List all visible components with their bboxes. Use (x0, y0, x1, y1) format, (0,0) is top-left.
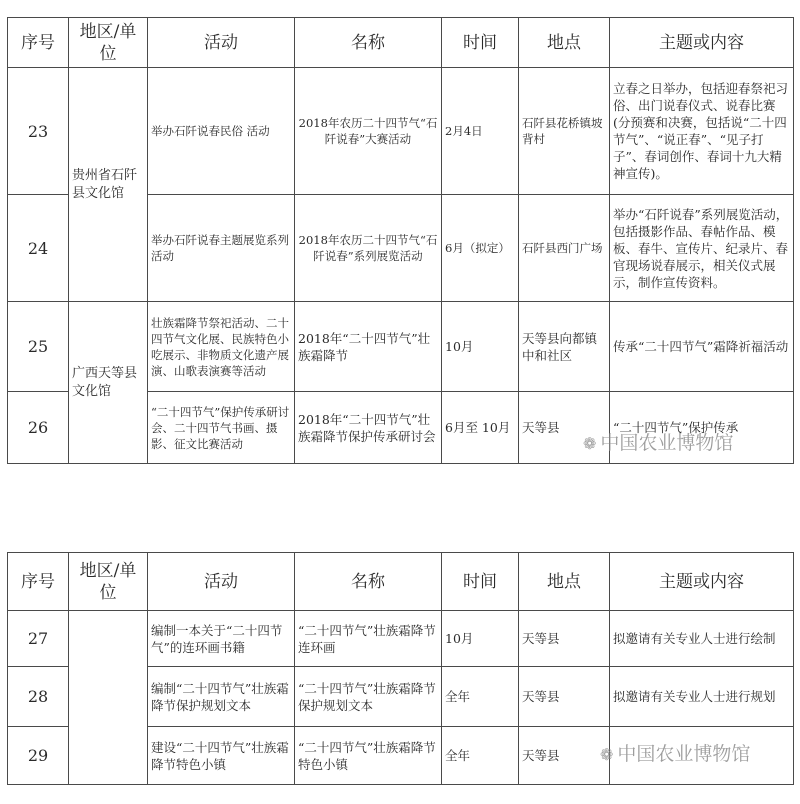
row-number: 24 (8, 195, 69, 302)
content-cell: 传承“二十四节气”霜降祈福活动 (610, 302, 794, 392)
content-cell: “二十四节气”保护传承 (610, 392, 794, 464)
name-cell: 2018年“二十四节气”壮族霜降节 (295, 302, 442, 392)
header-time: 时间 (442, 18, 519, 68)
content-cell: 拟邀请有关专业人士进行规划 (610, 667, 794, 727)
header-place: 地点 (519, 553, 610, 611)
content-cell: 拟邀请有关专业人士进行绘制 (610, 611, 794, 667)
time-cell: 全年 (442, 727, 519, 785)
time-cell: 全年 (442, 667, 519, 727)
content-cell: 举办“石阡说春”系列展览活动，包括摄影作品、春帖作品、模板、春牛、宣传片、纪录片、春官现场说春展示，相关仪式展示，制作宣传资料。 (610, 195, 794, 302)
header-name: 名称 (295, 553, 442, 611)
time-cell: 10月 (442, 302, 519, 392)
wechat-icon: ❁ (600, 745, 614, 764)
time-cell: 2月4日 (442, 68, 519, 195)
header-name: 名称 (295, 18, 442, 68)
time-cell: 6月（拟定） (442, 195, 519, 302)
header-time: 时间 (442, 553, 519, 611)
row-number: 29 (8, 727, 69, 785)
header-content: 主题或内容 (610, 18, 794, 68)
place-cell: 天等县 (519, 392, 610, 464)
place-cell: 天等县 (519, 667, 610, 727)
watermark-text: 中国农业博物馆 (617, 743, 751, 765)
name-cell: “二十四节气”壮族霜降节特色小镇 (295, 727, 442, 785)
activity-cell: 壮族霜降节祭祀活动、二十四节气文化展、民族特色小吃展示、非物质文化遗产展演、山歌表演赛等活动 (148, 302, 295, 392)
content-cell: 立春之日举办，包括迎春祭祀习俗、出门说春仪式、说春比赛(分预赛和决赛，包括说“二十四节气”、“说正春”、“见子打子”、春词创作、春词十九大精神宣传)。 (610, 68, 794, 195)
table-header-row (8, 553, 794, 611)
region-cell (69, 611, 148, 785)
name-cell: 2018年农历二十四节气“石阡说春”系列展览活动 (295, 195, 442, 302)
place-cell: 石阡县西门广场 (519, 195, 610, 302)
activity-cell: 举办石阡说春主题展览系列活动 (148, 195, 295, 302)
activity-cell: 编制一本关于“二十四节气”的连环画书籍 (148, 611, 295, 667)
watermark (600, 739, 750, 766)
header-region: 地区/单位 (69, 18, 148, 68)
table-header-row (8, 18, 794, 68)
table-row (8, 68, 794, 195)
header-place: 地点 (519, 18, 610, 68)
place-cell: 石阡县花桥镇坡背村 (519, 68, 610, 195)
activity-cell: 编制“二十四节气”壮族霜降节保护规划文本 (148, 667, 295, 727)
activity-cell: 建设“二十四节气”壮族霜降节特色小镇 (148, 727, 295, 785)
row-number: 26 (8, 392, 69, 464)
time-cell: 10月 (442, 611, 519, 667)
region-cell: 广西天等县文化馆 (69, 302, 148, 464)
place-cell: 天等县 (519, 727, 610, 785)
header-region: 地区/单位 (69, 553, 148, 611)
name-cell: 2018年“二十四节气”壮族霜降节保护传承研讨会 (295, 392, 442, 464)
activity-table-1 (7, 17, 794, 464)
region-cell: 贵州省石阡县文化馆 (69, 68, 148, 302)
row-number: 23 (8, 68, 69, 195)
place-cell: 天等县 (519, 611, 610, 667)
row-number: 25 (8, 302, 69, 392)
header-activity: 活动 (148, 18, 295, 68)
name-cell: “二十四节气”壮族霜降节保护规划文本 (295, 667, 442, 727)
time-cell: 6月至 10月 (442, 392, 519, 464)
header-activity: 活动 (148, 553, 295, 611)
wechat-icon: ❁ (583, 434, 597, 453)
row-number: 27 (8, 611, 69, 667)
table-row (8, 302, 794, 392)
name-cell: 2018年农历二十四节气“石阡说春”大赛活动 (295, 68, 442, 195)
table-row (8, 611, 794, 667)
watermark-text: 中国农业博物馆 (600, 432, 734, 454)
activity-cell: “二十四节气”保护传承研讨会、二十四节气书画、摄影、征文比赛活动 (148, 392, 295, 464)
row-number: 28 (8, 667, 69, 727)
name-cell: “二十四节气”壮族霜降节连环画 (295, 611, 442, 667)
activity-cell: 举办石阡说春民俗 活动 (148, 68, 295, 195)
header-no: 序号 (8, 18, 69, 68)
place-cell: 天等县向都镇中和社区 (519, 302, 610, 392)
watermark (583, 428, 733, 455)
header-no: 序号 (8, 553, 69, 611)
header-content: 主题或内容 (610, 553, 794, 611)
